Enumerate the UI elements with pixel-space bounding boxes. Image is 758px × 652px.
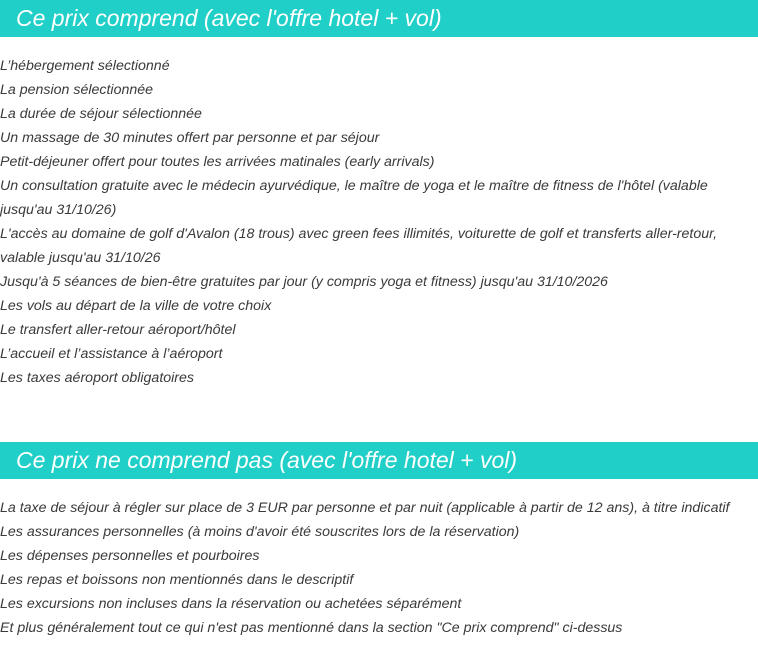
- included-item: La durée de séjour sélectionnée: [0, 106, 202, 122]
- excluded-item: Les excursions non incluses dans la réservation ou achetées séparément: [0, 596, 462, 612]
- excluded-section-title: Ce prix ne comprend pas (avec l'offre hotel + vol): [0, 442, 758, 479]
- included-item: Un massage de 30 minutes offert par personne et par séjour: [0, 130, 380, 146]
- excluded-item: Les dépenses personnelles et pourboires: [0, 548, 260, 564]
- excluded-section: [0, 442, 758, 640]
- included-item: L'accès au domaine de golf d'Avalon (18 trous) avec green fees illimités, voiturette de golf et transferts aller-retour, valable jusqu'au 31/10/26: [0, 226, 718, 266]
- excluded-item: Les assurances personnelles (à moins d'avoir été souscrites lors de la réservation): [0, 524, 520, 540]
- excluded-list: [0, 496, 758, 640]
- included-item: Jusqu'à 5 séances de bien-être gratuites par jour (y compris yoga et fitness) jusqu'au 31/10/2026: [0, 274, 608, 290]
- included-item: L’accueil et l’assistance à l’aéroport: [0, 346, 223, 362]
- included-item: Un consultation gratuite avec le médecin ayurvédique, le maître de yoga et le maître de fitness de l'hôtel (valable jusqu'au 31/10/26): [0, 178, 708, 218]
- excluded-item: Et plus généralement tout ce qui n'est pas mentionné dans la section "Ce prix comprend" ci-dessus: [0, 620, 623, 636]
- included-item: L’hébergement sélectionné: [0, 58, 170, 74]
- included-item: Petit-déjeuner offert pour toutes les arrivées matinales (early arrivals): [0, 154, 435, 170]
- included-list: [0, 54, 758, 390]
- included-section-title: Ce prix comprend (avec l'offre hotel + vol): [0, 0, 758, 37]
- excluded-item: Les repas et boissons non mentionnés dans le descriptif: [0, 572, 354, 588]
- section-spacer: [0, 390, 758, 442]
- included-item: Le transfert aller-retour aéroport/hôtel: [0, 322, 236, 338]
- included-item: Les vols au départ de la ville de votre choix: [0, 298, 272, 314]
- included-item: Les taxes aéroport obligatoires: [0, 370, 195, 386]
- excluded-item: La taxe de séjour à régler sur place de 3 EUR par personne et par nuit (applicable à partir de 12 ans), à titre indicatif: [0, 500, 730, 516]
- included-item: La pension sélectionnée: [0, 82, 154, 98]
